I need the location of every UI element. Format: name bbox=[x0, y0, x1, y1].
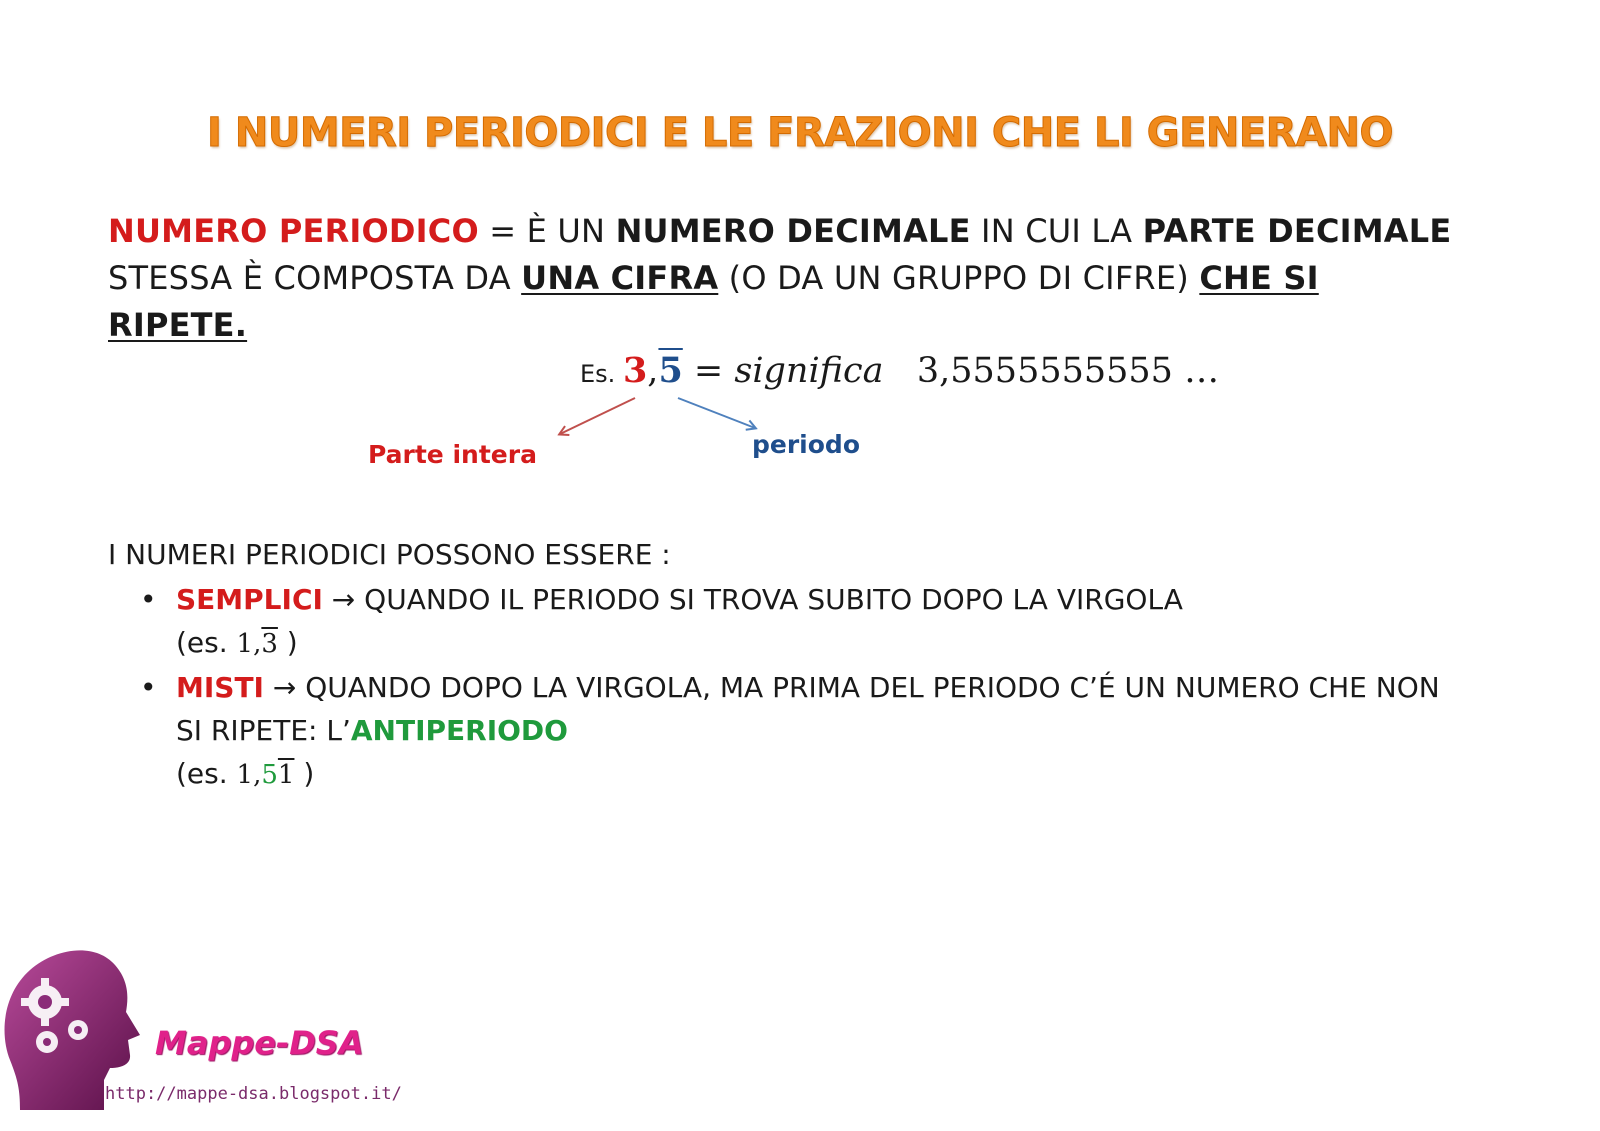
example-antiperiod: 5 bbox=[261, 760, 278, 790]
definition-text-1: È UN bbox=[526, 212, 616, 250]
page-title: I NUMERI PERIODICI E LE FRAZIONI CHE LI GENERANO bbox=[207, 110, 1393, 156]
example-open: (es. bbox=[176, 757, 237, 790]
example-period-digit: 5 bbox=[658, 350, 683, 391]
example-close: ) bbox=[294, 757, 315, 790]
arrow-icon: → bbox=[322, 583, 365, 616]
term-semplici: SEMPLICI bbox=[176, 583, 323, 616]
example-period: 1 bbox=[277, 760, 295, 790]
definition-text-5: STESSA È COMPOSTA DA bbox=[108, 259, 522, 297]
example-word: significa bbox=[734, 351, 884, 391]
bullet-icon: • bbox=[140, 671, 157, 704]
term-numero-periodico: NUMERO PERIODICO bbox=[108, 212, 479, 250]
definition-text-3: IN CUI LA bbox=[970, 212, 1143, 250]
definition-equals: = bbox=[478, 212, 527, 250]
example-integer: 1, bbox=[236, 629, 262, 659]
example-comma: , bbox=[647, 351, 659, 391]
definition-paragraph bbox=[108, 208, 1468, 349]
example-integer: 1, bbox=[236, 760, 262, 790]
example-open: (es. bbox=[176, 626, 237, 659]
definition-che-si-ripete: CHE SI RIPETE. bbox=[108, 259, 1319, 344]
example-period: 3 bbox=[261, 629, 278, 659]
types-intro: I NUMERI PERIODICI POSSONO ESSERE : bbox=[108, 538, 671, 571]
example-equals: = bbox=[682, 351, 735, 391]
list-item-misti bbox=[140, 666, 1460, 797]
term-misti: MISTI bbox=[176, 671, 264, 704]
logo-url[interactable]: http://mappe-dsa.blogspot.it/ bbox=[105, 1084, 402, 1104]
term-antiperiodo: ANTIPERIODO bbox=[350, 714, 568, 747]
example-formula bbox=[580, 350, 1219, 391]
example-close: ) bbox=[277, 626, 298, 659]
example-prefix: Es. bbox=[580, 360, 623, 388]
definition-una-cifra: UNA CIFRA bbox=[521, 259, 719, 297]
definition-numero-decimale: NUMERO DECIMALE bbox=[615, 212, 971, 250]
list-item-semplici bbox=[140, 578, 1460, 666]
definition-text-7: (O DA UN GRUPPO DI CIFRE) bbox=[718, 259, 1200, 297]
definition-parte-decimale: PARTE DECIMALE bbox=[1142, 212, 1452, 250]
logo-name: Mappe-DSA bbox=[155, 1024, 364, 1062]
label-integer-part: Parte intera bbox=[368, 440, 537, 469]
semplici-text: QUANDO IL PERIODO SI TROVA SUBITO DOPO LA VIRGOLA bbox=[364, 583, 1183, 616]
arrow-to-integer-part bbox=[560, 398, 635, 434]
types-list bbox=[140, 578, 1460, 797]
misti-text: QUANDO DOPO LA VIRGOLA, MA PRIMA DEL PERIODO C’É UN NUMERO CHE NON SI RIPETE: L’ bbox=[176, 671, 1440, 747]
bullet-icon: • bbox=[140, 583, 157, 616]
arrow-icon: → bbox=[263, 671, 306, 704]
arrow-to-period bbox=[678, 398, 755, 428]
example-expansion: 3,5555555555 … bbox=[916, 351, 1220, 391]
label-period: periodo bbox=[752, 430, 860, 459]
example-integer-part: 3 bbox=[622, 350, 648, 391]
